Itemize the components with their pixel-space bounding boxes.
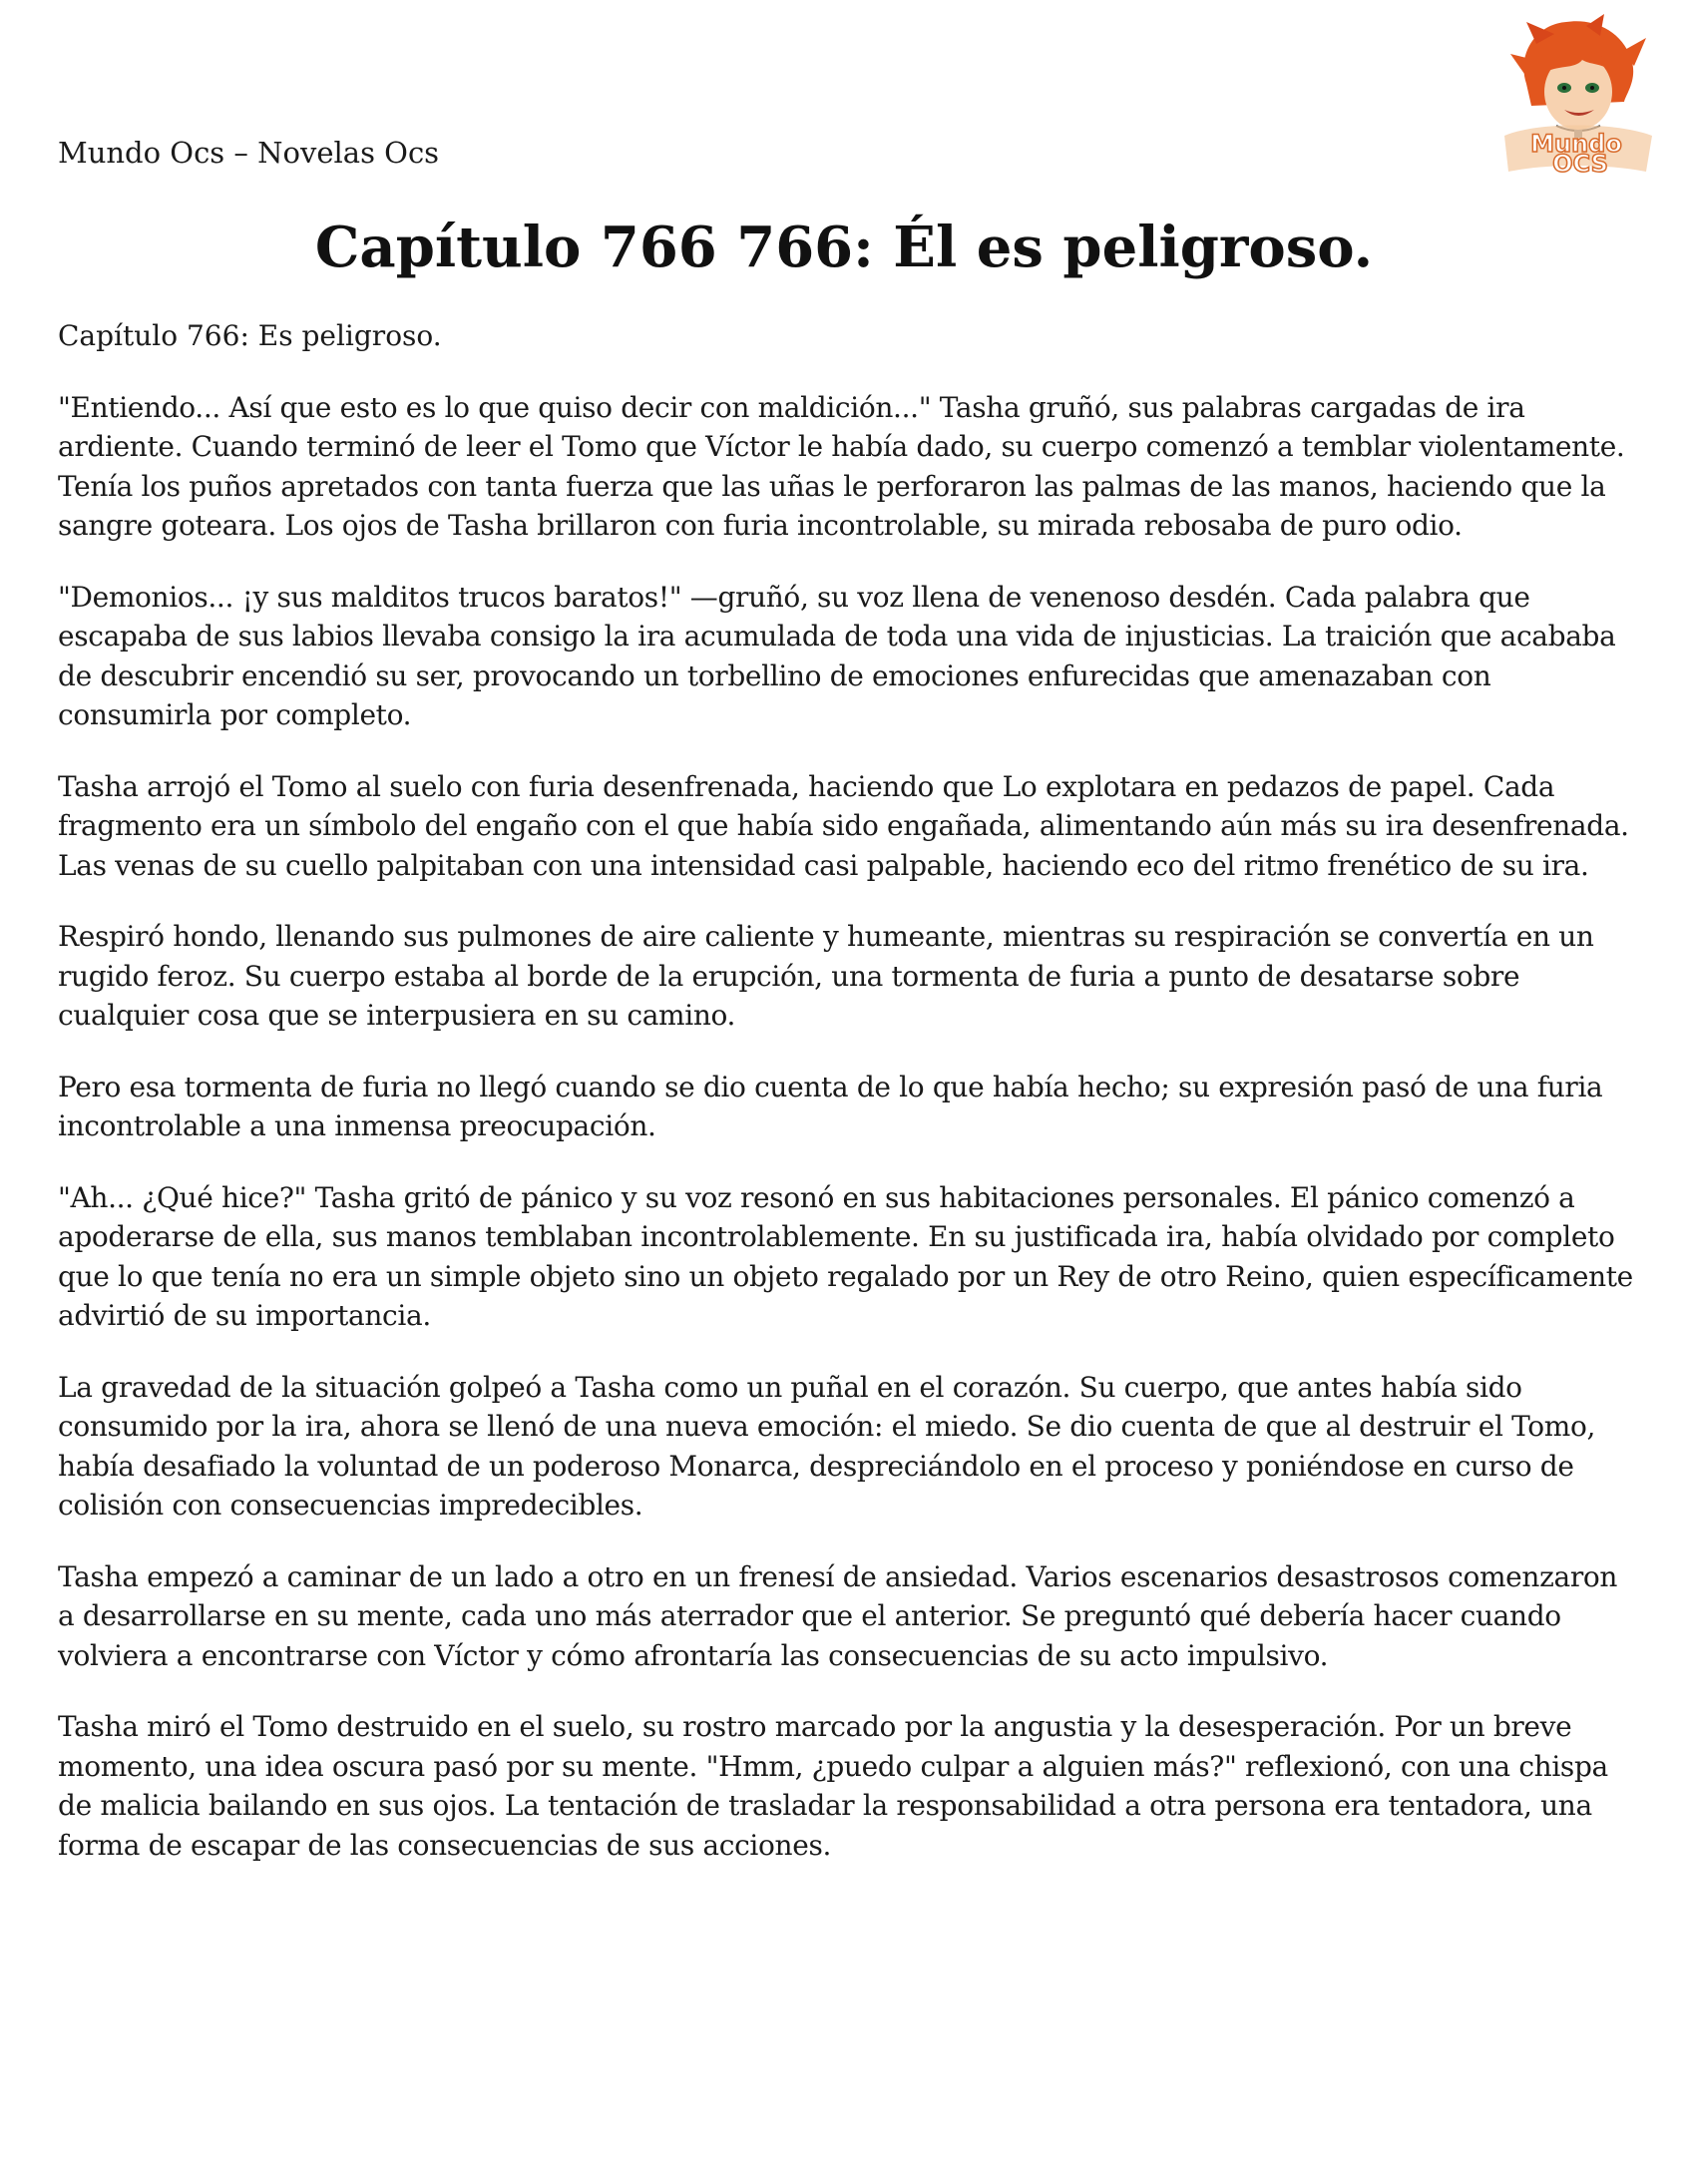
paragraph: "Entiendo... Así que esto es lo que quiso decir con maldición..." Tasha gruñó, sus palabras cargadas de ira ardiente. Cuando terminó de leer el Tomo que Víctor le había dado, su cuerpo comenzó a temblar violentamente. Tenía los puños apretados con tanta fuerza que las uñas le perforaron las palmas de las manos, haciendo que la sangre goteara. Los ojos de Tasha brillaron con furia incontrolable, su mirada rebosaba de puro odio. [58, 390, 1625, 542]
paragraph: La gravedad de la situación golpeó a Tasha como un puñal en el corazón. Su cuerpo, que antes había sido consumido por la ira, ahora se llenó de una nueva emoción: el miedo. Se dio cuenta de que al destruir el Tomo, había desafiado la voluntad de un poderoso Monarca, despreciándolo en el proceso y poniéndose en curso de colisión con consecuencias impredecibles. [58, 1370, 1596, 1522]
logo-text-mundo: Mundo [1530, 130, 1622, 158]
paragraph: "Ah... ¿Qué hice?" Tasha gritó de pánico y su voz resonó en sus habitaciones personales. El pánico comenzó a apoderarse de ella, sus manos temblaban incontrolablemente. En su justificada ira, había olvidado por completo que lo que tenía no era un simple objeto sino un objeto regalado por un Rey de otro Reino, quien específicamente advirtió de su importancia. [58, 1180, 1633, 1332]
paragraph: Tasha miró el Tomo destruido en el suelo, su rostro marcado por la angustia y la desesperación. Por un breve momento, una idea oscura pasó por su mente. "Hmm, ¿puedo culpar a alguien más?" reflexionó, con una chispa de malicia bailando en sus ojos. La tentación de trasladar la responsabilidad a otra persona era tentadora, una forma de escapar de las consecuencias de sus acciones. [58, 1710, 1608, 1862]
chapter-subtitle: Capítulo 766: Es peligroso. [58, 319, 442, 352]
paragraph: Tasha arrojó el Tomo al suelo con furia desenfrenada, haciendo que Lo explotara en pedazos de papel. Cada fragmento era un símbolo del engaño con el que había sido engañada, alimentando aún más su ira desenfrenada. Las venas de su cuello palpitaban con una intensidad casi palpable, haciendo eco del ritmo frenético de su ira. [58, 769, 1629, 882]
logo-text-ocs: OCS [1552, 150, 1608, 174]
paragraph: Respiró hondo, llenando sus pulmones de aire caliente y humeante, mientras su respiración se convertía en un rugido feroz. Su cuerpo estaba al borde de la erupción, una tormenta de furia a punto de desatarse sobre cualquier cosa que se interpusiera en su camino. [58, 920, 1594, 1032]
mundo-ocs-logo [1496, 14, 1656, 174]
site-header: Mundo Ocs – Novelas Ocs [58, 136, 440, 170]
paragraph: Pero esa tormenta de furia no llegó cuando se dio cuenta de lo que había hecho; su expresión pasó de una furia incontrolable a una inmensa preocupación. [58, 1070, 1603, 1142]
paragraph: Tasha empezó a caminar de un lado a otro en un frenesí de ansiedad. Varios escenarios desastrosos comenzaron a desarrollarse en su mente, cada uno más aterrador que el anterior. Se preguntó qué debería hacer cuando volviera a encontrarse con Víctor y cómo afrontaría las consecuencias de su acto impulsivo. [58, 1559, 1618, 1672]
paragraph: "Demonios... ¡y sus malditos trucos baratos!" —gruñó, su voz llena de venenoso desdén. Cada palabra que escapaba de sus labios llevaba consigo la ira acumulada de toda una vida de injusticias. La traición que acababa de descubrir encendió su ser, provocando un torbellino de emociones enfurecidas que amenazaban con consumirla por completo. [58, 580, 1616, 731]
chapter-body [58, 316, 1636, 1897]
chapter-title: Capítulo 766 766: Él es peligroso. [314, 215, 1374, 280]
